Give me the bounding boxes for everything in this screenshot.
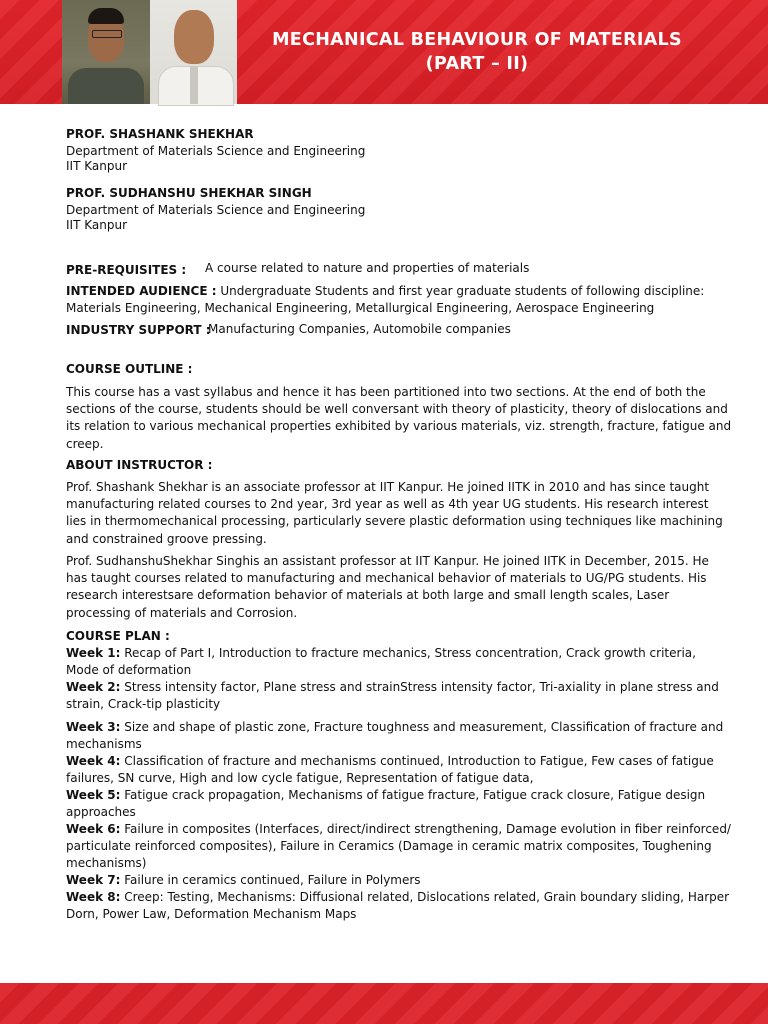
course-outline-heading: COURSE OUTLINE :	[66, 362, 193, 376]
week-3	[66, 719, 732, 753]
instructor-2-institute: IIT Kanpur	[66, 217, 127, 232]
week-8-text: Creep: Testing, Mechanisms: Diffusional related, Dislocations related, Grain boundary sliding, Harper Dorn, Power Law, Deformation Mechanism Maps	[66, 890, 730, 922]
week-6-label: Week 6:	[66, 822, 121, 836]
week-4-label: Week 4:	[66, 754, 121, 768]
instructor-2	[66, 185, 365, 232]
instructor-1-department: Department of Materials Science and Engineering	[66, 144, 366, 158]
instructor-1-name: PROF. SHASHANK SHEKHAR	[66, 127, 254, 141]
week-2	[66, 679, 732, 713]
prerequisites	[66, 262, 732, 279]
instructor-2-department: Department of Materials Science and Engineering	[66, 203, 366, 217]
instructor-photo-2	[150, 0, 237, 104]
week-5-text: Fatigue crack propagation, Mechanisms of fatigue fracture, Fatigue crack closure, Fatigue design approaches	[66, 788, 706, 820]
week-5-label: Week 5:	[66, 788, 121, 802]
prerequisites-value: A course related to nature and properties of materials	[205, 261, 530, 275]
about-instructor-heading: ABOUT INSTRUCTOR :	[66, 458, 213, 472]
course-title-line1: MECHANICAL BEHAVIOUR OF MATERIALS	[272, 30, 682, 50]
instructor-2-name: PROF. SUDHANSHU SHEKHAR SINGH	[66, 186, 312, 200]
instructor-photo-1	[62, 0, 150, 104]
week-2-label: Week 2:	[66, 680, 121, 694]
week-4-text: Classification of fracture and mechanisms continued, Introduction to Fatigue, Few cases of fatigue failures, SN curve, High and low cycle fatigue, Representation of fatigue data,	[66, 754, 714, 786]
week-1	[66, 645, 732, 679]
course-plan-heading: COURSE PLAN :	[66, 629, 170, 643]
week-1-text: Recap of Part I, Introduction to fracture mechanics, Stress concentration, Crack growth criteria, Mode of deformation	[66, 646, 696, 678]
footer-banner	[0, 983, 768, 1024]
week-6-text: Failure in composites (Interfaces, direct/indirect strengthening, Damage evolution in fiber reinforced/ particulate reinforced composites), Failure in Ceramics (Damage in ceramic matrix composites, Toughening mechanisms)	[66, 822, 731, 871]
week-7-label: Week 7:	[66, 873, 121, 887]
week-3-label: Week 3:	[66, 720, 121, 734]
intended-audience-value-line1: Undergraduate Students and first year graduate students of following discipline:	[220, 284, 705, 298]
week-6	[66, 821, 732, 873]
week-1-label: Week 1:	[66, 646, 121, 660]
week-7	[66, 872, 732, 889]
week-8	[66, 889, 732, 923]
prerequisites-label: PRE-REQUISITES :	[66, 263, 187, 277]
intended-audience-label: INTENDED AUDIENCE :	[66, 284, 217, 298]
instructor-1-institute: IIT Kanpur	[66, 158, 127, 173]
header-banner	[0, 0, 768, 104]
industry-support	[66, 322, 732, 339]
course-outline-text: This course has a vast syllabus and hence it has been partitioned into two sections. At the end of both the sections of the course, students should be well conversant with theory of plasticity, theory of dislocations and its relation to various mechanical properties exhibited by various materials, viz. strength, fracture, fatigue and creep.	[66, 385, 732, 451]
week-2-text: Stress intensity factor, Plane stress and strainStress intensity factor, Tri-axiality in plane stress and strain, Crack-tip plasticity	[66, 680, 719, 712]
week-5	[66, 787, 732, 821]
week-3-text: Size and shape of plastic zone, Fracture toughness and measurement, Classification of fracture and mechanisms	[66, 720, 724, 752]
week-7-text: Failure in ceramics continued, Failure in Polymers	[124, 873, 421, 887]
about-instructor-para-1: Prof. Shashank Shekhar is an associate professor at IIT Kanpur. He joined IITK in 2010 and has since taught manufacturing related courses to 2nd year, 3rd year as well as 4th year UG students. His research interest lies in thermomechanical processing, particularly severe plastic deformation using techniques like machining and constrained groove pressing.	[66, 480, 723, 546]
industry-support-label: INDUSTRY SUPPORT :	[66, 323, 211, 337]
about-instructor-para-2: Prof. SudhanshuShekhar Singhis an assistant professor at IIT Kanpur. He joined IITK in December, 2015. He has taught courses related to manufacturing and mechanical behavior of materials to UG/PG students. His research interestsare deformation behavior of materials at both large and small length scales, Laser processing of materials and Corrosion.	[66, 554, 709, 620]
course-title-line2: (PART – II)	[425, 54, 529, 74]
week-8-label: Week 8:	[66, 890, 121, 904]
intended-audience	[66, 283, 732, 317]
instructor-1	[66, 126, 365, 173]
week-4	[66, 753, 732, 787]
intended-audience-value-line2: Materials Engineering, Mechanical Engineering, Metallurgical Engineering, Aerospace Engineering	[66, 301, 655, 315]
industry-support-value: Manufacturing Companies, Automobile companies	[208, 322, 511, 336]
course-title	[238, 28, 716, 76]
